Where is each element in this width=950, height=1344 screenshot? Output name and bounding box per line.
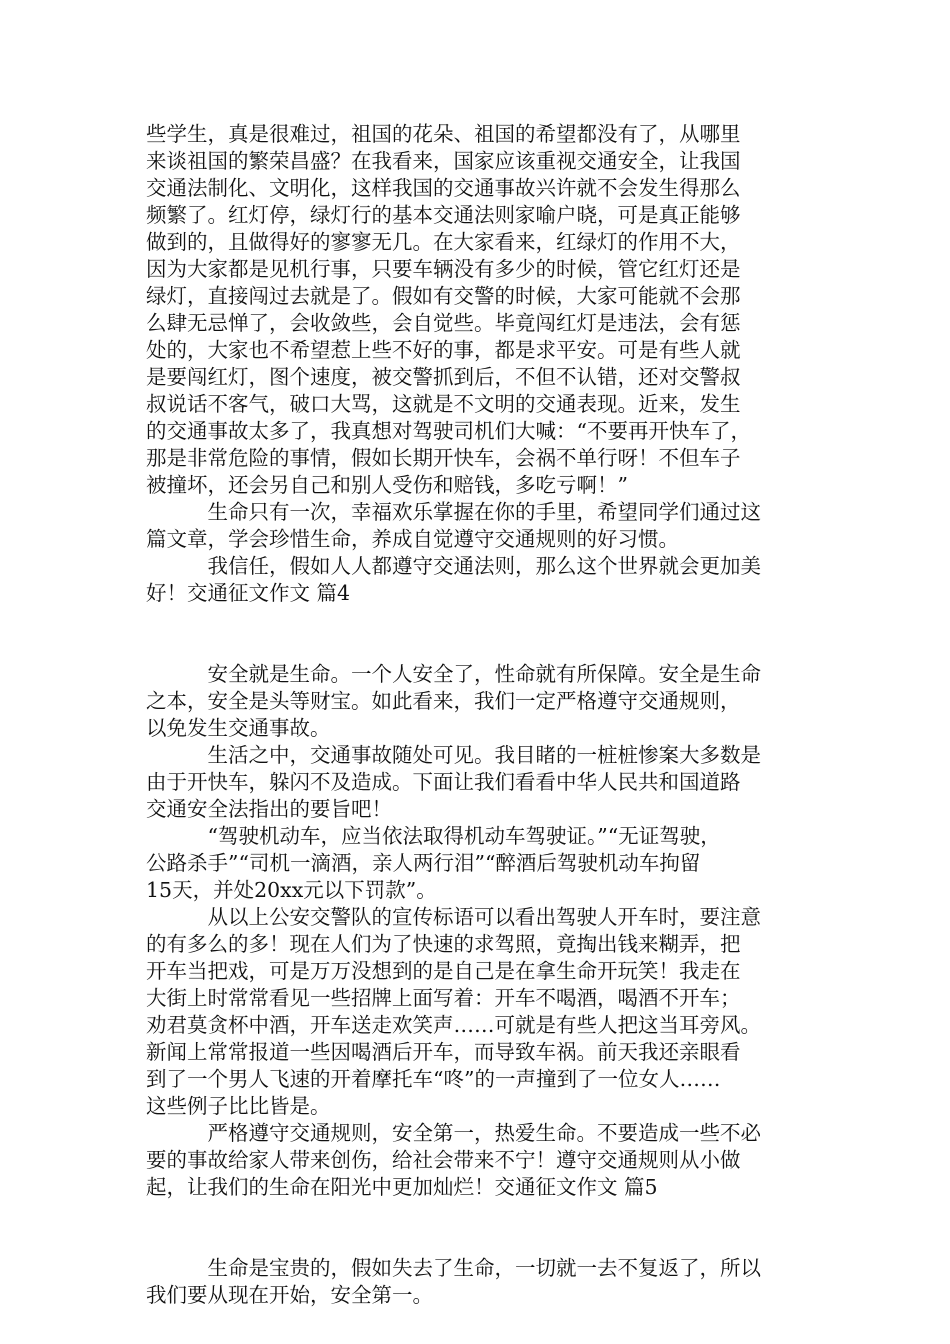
text-line: 起，让我们的生命在阳光中更加灿烂！交通征文作文 篇5 <box>146 1175 658 1199</box>
text-line: 生命是宝贵的，假如失去了生命，一切就一去不复返了，所以 <box>146 1256 761 1280</box>
text-section <box>146 121 822 607</box>
text-line: 交通法制化、文明化，这样我国的交通事故兴许就不会发生得那么 <box>146 176 741 200</box>
text-line: 因为大家都是见机行事，只要车辆没有多少的时候，管它红灯还是 <box>146 257 741 281</box>
text-line: 生命只有一次，幸福欢乐掌握在你的手里，希望同学们通过这 <box>146 500 761 524</box>
text-line: 叔说话不客气，破口大骂，这就是不文明的交通表现。近来，发生 <box>146 392 741 416</box>
section-gap <box>146 607 822 661</box>
text-line: 严格遵守交通规则，安全第一，热爱生命。不要造成一些不必 <box>146 1121 761 1145</box>
section-gap <box>146 1201 822 1255</box>
text-line: 那是非常危险的事情，假如长期开快车，会祸不单行呀！不但车子 <box>146 446 741 470</box>
text-line: 生活之中，交通事故随处可见。我目睹的一桩桩惨案大多数是 <box>146 743 761 767</box>
text-line: 我信任，假如人人都遵守交通法则，那么这个世界就会更加美 <box>146 554 761 578</box>
text-section <box>146 1255 822 1309</box>
text-line: 要的事故给家人带来创伤，给社会带来不宁！遵守交通规则从小做 <box>146 1148 741 1172</box>
text-line: 劝君莫贪杯中酒，开车送走欢笑声……可就是有些人把这当耳旁风。 <box>146 1013 761 1037</box>
text-line: 交通安全法指出的要旨吧！ <box>146 797 392 821</box>
text-line: 之本，安全是头等财宝。如此看来，我们一定严格遵守交通规则， <box>146 689 741 713</box>
text-line: 么肆无忌惮了，会收敛些，会自觉些。毕竟闯红灯是违法，会有惩 <box>146 311 741 335</box>
text-line: 是要闯红灯，图个速度，被交警抓到后，不但不认错，还对交警叔 <box>146 365 741 389</box>
text-line: 以免发生交通事故。 <box>146 716 331 740</box>
text-line: 些学生，真是很难过，祖国的花朵、祖国的希望都没有了，从哪里 <box>146 122 741 146</box>
text-line: 做到的，且做得好的寥寥无几。在大家看来，红绿灯的作用不大， <box>146 230 741 254</box>
text-line: 这些例子比比皆是。 <box>146 1094 331 1118</box>
text-line: 的有多么的多！现在人们为了快速的求驾照，竟掏出钱来糊弄，把 <box>146 932 741 956</box>
text-line: 由于开快车，躲闪不及造成。下面让我们看看中华人民共和国道路 <box>146 770 741 794</box>
text-line: 好！交通征文作文 篇4 <box>146 581 351 605</box>
text-line: 处的，大家也不希望惹上些不好的事，都是求平安。可是有些人就 <box>146 338 741 362</box>
text-line: 安全就是生命。一个人安全了，性命就有所保障。安全是生命 <box>146 662 761 686</box>
text-line: 的交通事故太多了，我真想对驾驶司机们大喊：“不要再开快车了， <box>146 419 751 443</box>
text-line: 我们要从现在开始，安全第一。 <box>146 1283 433 1307</box>
text-line: 公路杀手”“司机一滴酒，亲人两行泪”“醉酒后驾驶机动车拘留 <box>146 851 701 875</box>
text-line: 从以上公安交警队的宣传标语可以看出驾驶人开车时，要注意 <box>146 905 761 929</box>
text-line: 15天，并处20xx元以下罚款”。 <box>146 878 437 902</box>
text-line: 开车当把戏，可是万万没想到的是自己是在拿生命开玩笑！我走在 <box>146 959 741 983</box>
text-line: 新闻上常常报道一些因喝酒后开车，而导致车祸。前天我还亲眼看 <box>146 1040 741 1064</box>
text-line: 绿灯，直接闯过去就是了。假如有交警的时候，大家可能就不会那 <box>146 284 741 308</box>
text-line: 篇文章，学会珍惜生命，养成自觉遵守交通规则的好习惯。 <box>146 527 679 551</box>
document-body <box>146 121 822 1309</box>
text-line: 被撞坏，还会另自己和别人受伤和赔钱，多吃亏啊！” <box>146 473 628 497</box>
text-line: 大街上时常常看见一些招牌上面写着：开车不喝酒，喝酒不开车； <box>146 986 741 1010</box>
text-line: 到了一个男人飞速的开着摩托车“咚”的一声撞到了一位女人…… <box>146 1067 721 1091</box>
text-line: 来谈祖国的繁荣昌盛？在我看来，国家应该重视交通安全，让我国 <box>146 149 741 173</box>
text-line: 频繁了。红灯停，绿灯行的基本交通法则家喻户晓，可是真正能够 <box>146 203 741 227</box>
text-section <box>146 661 822 1201</box>
text-line: “驾驶机动车，应当依法取得机动车驾驶证。”“无证驾驶， <box>146 824 721 848</box>
